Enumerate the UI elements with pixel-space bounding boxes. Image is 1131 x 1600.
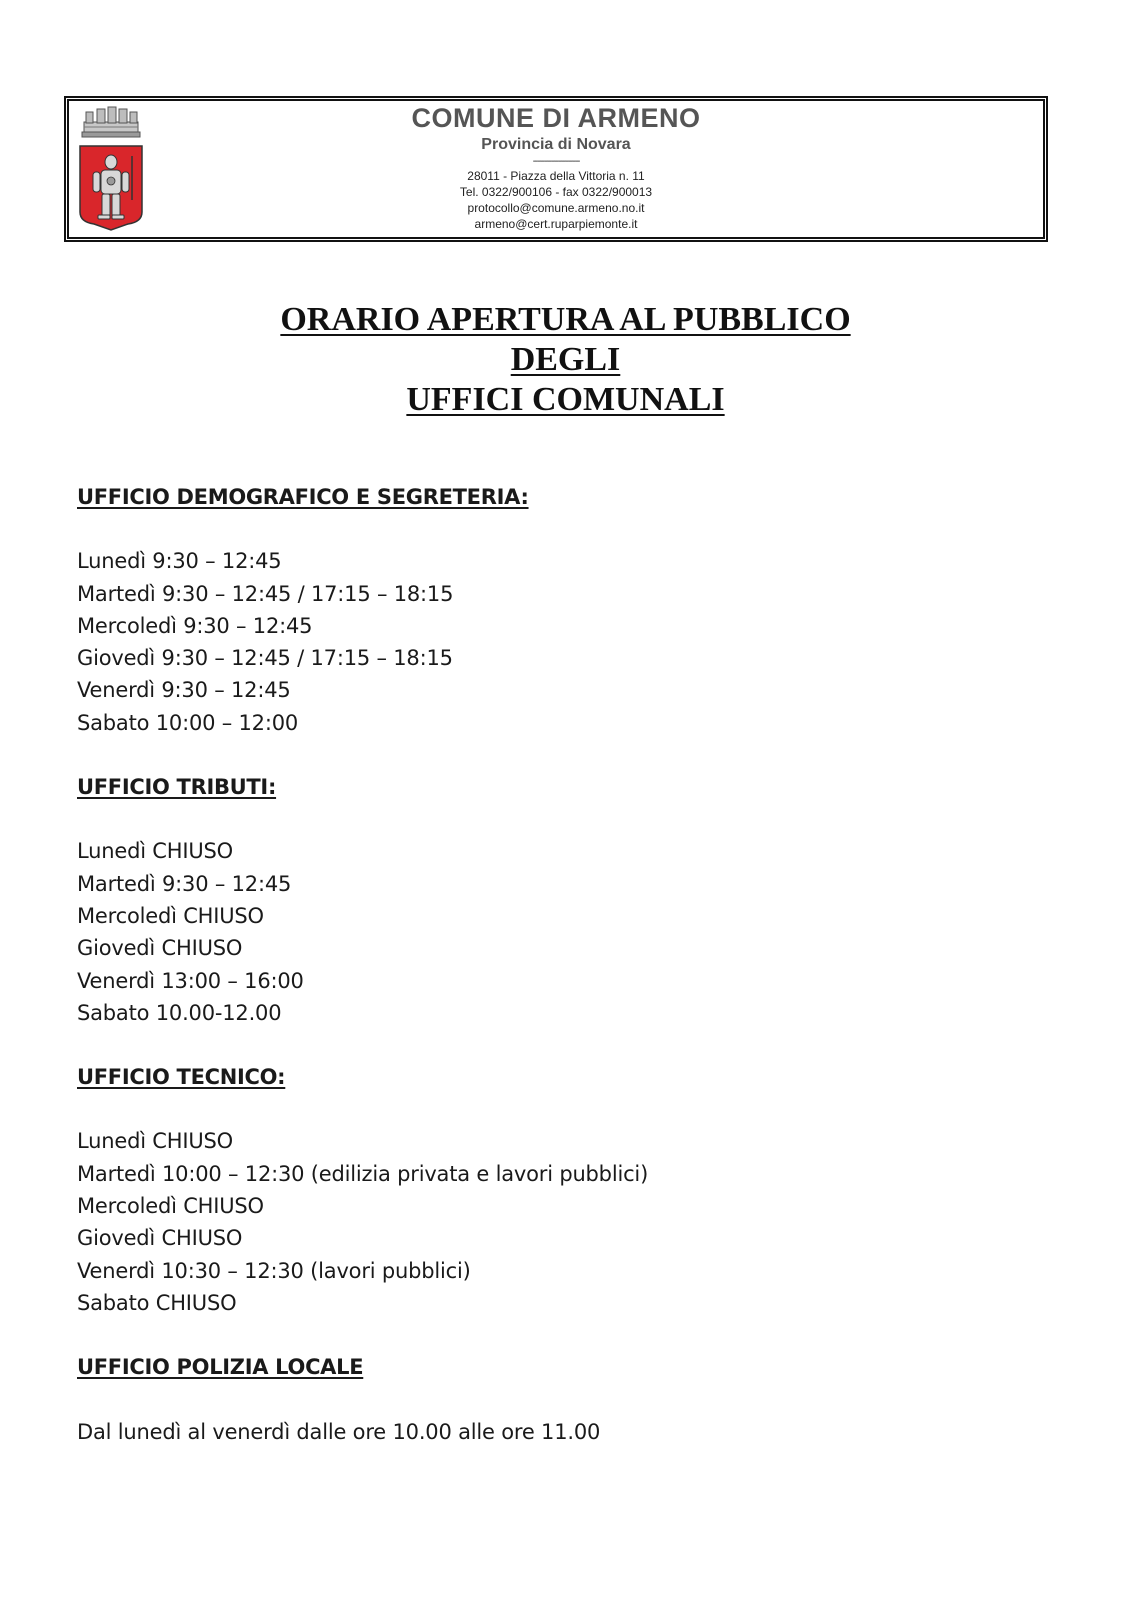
section-demografico: [77, 481, 1057, 739]
letterhead-text: [64, 102, 1048, 232]
schedule-line: Martedì 9:30 – 12:45: [77, 871, 292, 896]
schedule-line: Lunedì CHIUSO: [77, 1129, 233, 1154]
schedule-line: Venerdì 10:30 – 12:30 (lavori pubblici): [77, 1258, 471, 1283]
schedule-line: Venerdì 9:30 – 12:45: [77, 678, 291, 703]
email-pec[interactable]: armeno@cert.ruparpiemonte.it: [474, 217, 638, 231]
letterhead-separator: --------------------: [532, 156, 580, 167]
schedule-line: Martedì 10:00 – 12:30 (edilizia privata e lavori pubblici): [77, 1161, 649, 1186]
municipality-name: COMUNE DI ARMENO: [411, 103, 701, 133]
schedule-line: Sabato 10.00-12.00: [77, 1000, 282, 1025]
address: 28011 - Piazza della Vittoria n. 11: [467, 169, 645, 183]
title-line-2: DEGLI: [510, 341, 621, 378]
province-name: Provincia di Novara: [481, 136, 631, 153]
schedule-list: [77, 1125, 1057, 1319]
phone-fax: Tel. 0322/900106 - fax 0322/900013: [459, 185, 653, 199]
email-protocol[interactable]: protocollo@comune.armeno.no.it: [467, 201, 645, 215]
schedule-list: [77, 835, 1057, 1029]
schedule-line: Lunedì 9:30 – 12:45: [77, 549, 282, 574]
section-tributi: [77, 771, 1057, 1029]
section-heading: UFFICIO TECNICO:: [77, 1065, 286, 1090]
schedule-list: [77, 1416, 1057, 1448]
schedule-list: [77, 545, 1057, 739]
schedule-line: Sabato CHIUSO: [77, 1290, 237, 1315]
page-title: [0, 300, 1131, 420]
schedule-line: Mercoledì 9:30 – 12:45: [77, 613, 313, 638]
schedule-line: Lunedì CHIUSO: [77, 839, 233, 864]
section-heading: UFFICIO TRIBUTI:: [77, 775, 277, 800]
title-line-1: ORARIO APERTURA AL PUBBLICO: [280, 301, 851, 338]
schedule-line: Sabato 10:00 – 12:00: [77, 710, 299, 735]
schedule-line: Mercoledì CHIUSO: [77, 903, 264, 928]
title-line-3: UFFICI COMUNALI: [406, 381, 725, 418]
section-heading: UFFICIO POLIZIA LOCALE: [77, 1355, 364, 1380]
schedule-line: Mercoledì CHIUSO: [77, 1194, 264, 1219]
section-tecnico: [77, 1061, 1057, 1319]
schedule-line: Giovedì CHIUSO: [77, 1226, 243, 1251]
office-hours: [77, 481, 1057, 1480]
schedule-line: Martedì 9:30 – 12:45 / 17:15 – 18:15: [77, 581, 454, 606]
schedule-line: Giovedì CHIUSO: [77, 936, 243, 961]
schedule-line: Dal lunedì al venerdì dalle ore 10.00 alle ore 11.00: [77, 1419, 601, 1444]
schedule-line: Venerdì 13:00 – 16:00: [77, 968, 304, 993]
section-polizia-locale: [77, 1351, 1057, 1448]
section-heading: UFFICIO DEMOGRAFICO E SEGRETERIA:: [77, 485, 529, 509]
schedule-line: Giovedì 9:30 – 12:45 / 17:15 – 18:15: [77, 646, 453, 671]
